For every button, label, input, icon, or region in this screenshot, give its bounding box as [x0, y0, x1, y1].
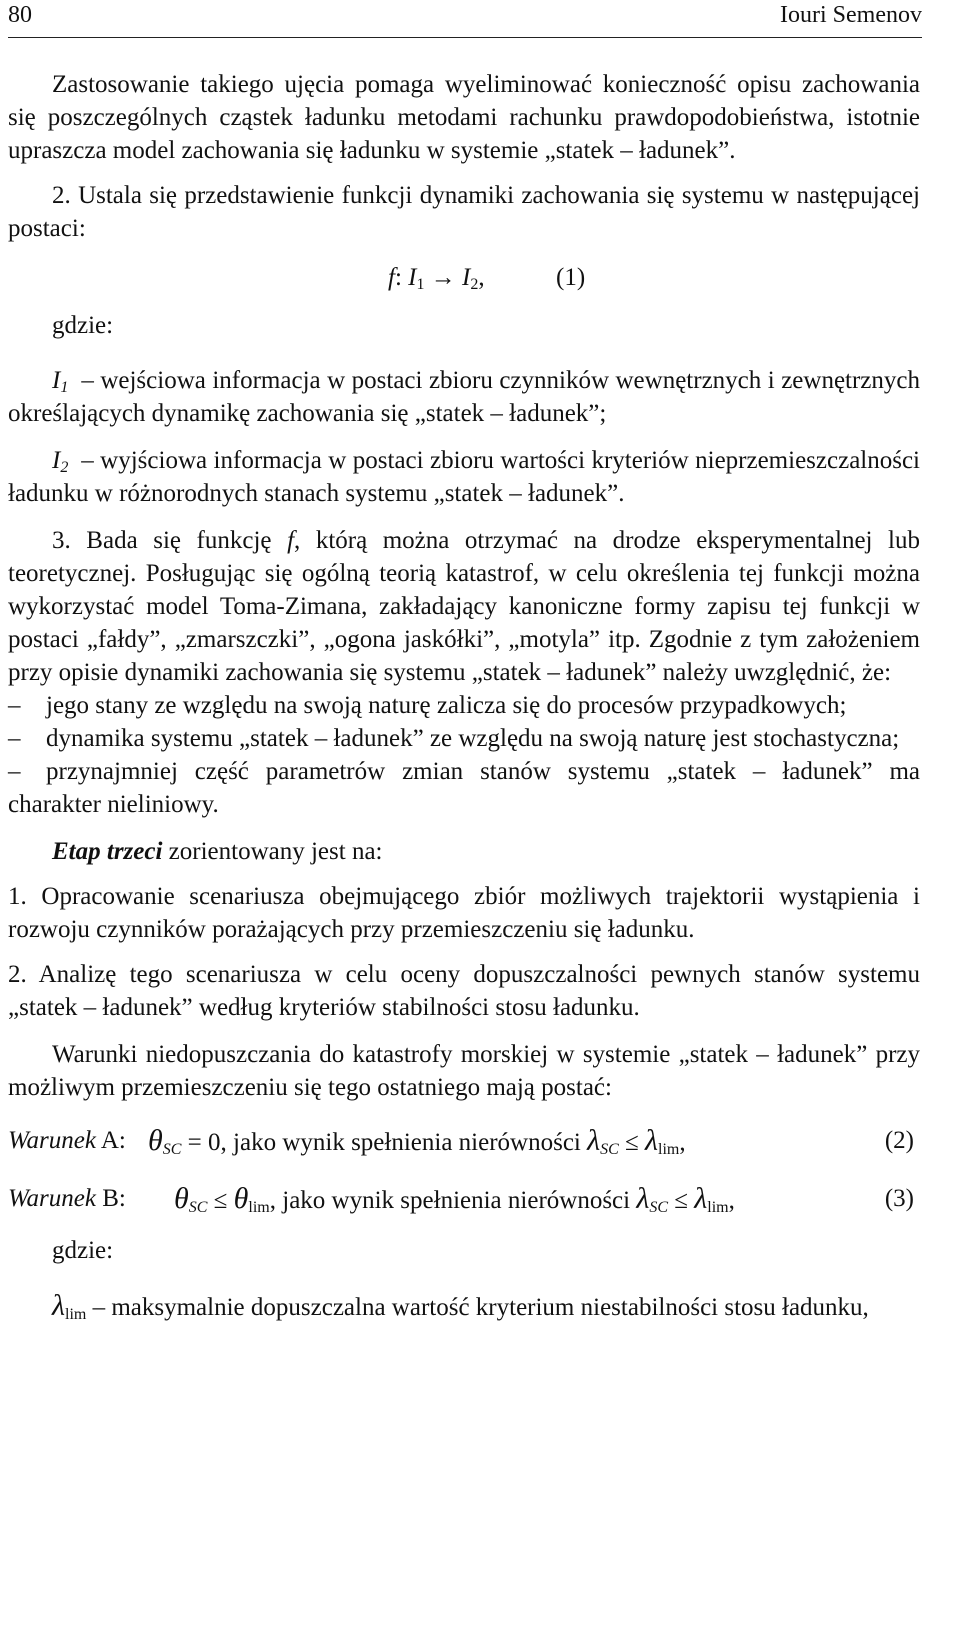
condition-B — [8, 1170, 920, 1228]
dash-item-1: – jego stany ze względu na swoją naturę zalicza się do procesów przypadkowych; — [8, 692, 847, 719]
condition-B-number: (3) — [884, 1185, 914, 1212]
page-header — [8, 0, 922, 38]
dash-item-3: – przynajmniej część parametrów zmian stanów systemu „statek – ładunek” ma charakter nieliniowy. — [8, 758, 920, 818]
paragraph-point-2: 2. Ustala się przedstawienie funkcji dynamiki zachowania się systemu w następującej postaci: — [8, 182, 920, 242]
list-item-2: 2. Analizę tego scenariusza w celu oceny dopuszczalności pewnych stanów systemu „statek – ładunek” według kryteriów stabilności stosu ładunku. — [8, 961, 920, 1021]
formula-1-number: (1) — [556, 264, 586, 291]
running-author: Iouri Semenov — [780, 2, 922, 28]
formula-1 — [8, 255, 920, 303]
condition-A-expression: $\theta_{SC} = 0$, jako wynik spełnienia nierówności $\lambda_{SC} \le \lambda_{lim}$, — [148, 1124, 686, 1158]
gdzie-label-2: gdzie: — [52, 1237, 114, 1264]
page-body — [8, 68, 920, 1324]
formula-1-expression: f: $I_1 \to I_2$, — [388, 264, 485, 293]
paragraph-etap-trzeci: Etap trzeci zorientowany jest na: — [52, 838, 383, 865]
definition-I1: $I_1$ – wejściowa informacja w postaci zbioru czynników wewnętrznych i zewnętrznych określających dynamikę zachowania się „statek – ładunek”; — [8, 367, 921, 427]
condition-A — [8, 1112, 920, 1170]
paragraph-point-3: 3. Bada się funkcję f, którą można otrzymać na drodze eksperymentalnej lub teoretycznej. Posługując się ogólną teorią katastrof, w celu określenia tej funkcji można wykorzystać model Toma-Zimana, zakładający kanoniczne formy zapisu tej funkcji w postaci „fałdy”, „zmarszczki”, „ogona jaskółki”, „motyla” itp. Zgodnie z tym założeniem przy opisie dynamiki zachowania się systemu „statek – ładunek” należy uwzględnić, że: — [8, 527, 921, 686]
page-number: 80 — [8, 2, 32, 28]
dash-item-2: – dynamika systemu „statek – ładunek” ze względu na swoją naturę jest stochastyczna; — [8, 725, 900, 752]
paragraph-intro: Zastosowanie takiego ujęcia pomaga wyeliminować konieczność opisu zachowania się poszczególnych cząstek ładunku metodami rachunku prawdopodobieństwa, istotnie upraszcza model zachowania się ładunku w systemie „statek – ładunek”. — [8, 71, 920, 164]
condition-B-label: Warunek B: — [8, 1185, 126, 1212]
condition-A-label: Warunek A: — [8, 1127, 126, 1154]
condition-A-number: (2) — [884, 1127, 914, 1154]
definition-I2: $I_2$ – wyjściowa informacja w postaci zbioru wartości kryteriów nieprzemieszczalności ładunku w różnorodnych stanach systemu „statek – ładunek”. — [8, 447, 921, 507]
definition-lambda-lim: $\lambda_{lim}$ – maksymalnie dopuszczalna wartość kryterium niestabilności stosu ładunku, — [52, 1289, 869, 1323]
paragraph-warunki: Warunki niedopuszczania do katastrofy morskiej w systemie „statek – ładunek” przy możliwym przemieszczeniu się tego ostatniego mają postać: — [8, 1041, 920, 1101]
condition-B-expression: $\theta_{SC} \le \theta_{lim}$, jako wynik spełnienia nierówności $\lambda_{SC} \le \lambda_{lim}$, — [174, 1182, 735, 1216]
gdzie-label-1: gdzie: — [52, 312, 114, 339]
list-item-1: 1. Opracowanie scenariusza obejmującego zbiór możliwych trajektorii wystąpienia i rozwoju czynników porażających przy przemieszczeniu się ładunku. — [8, 883, 920, 943]
